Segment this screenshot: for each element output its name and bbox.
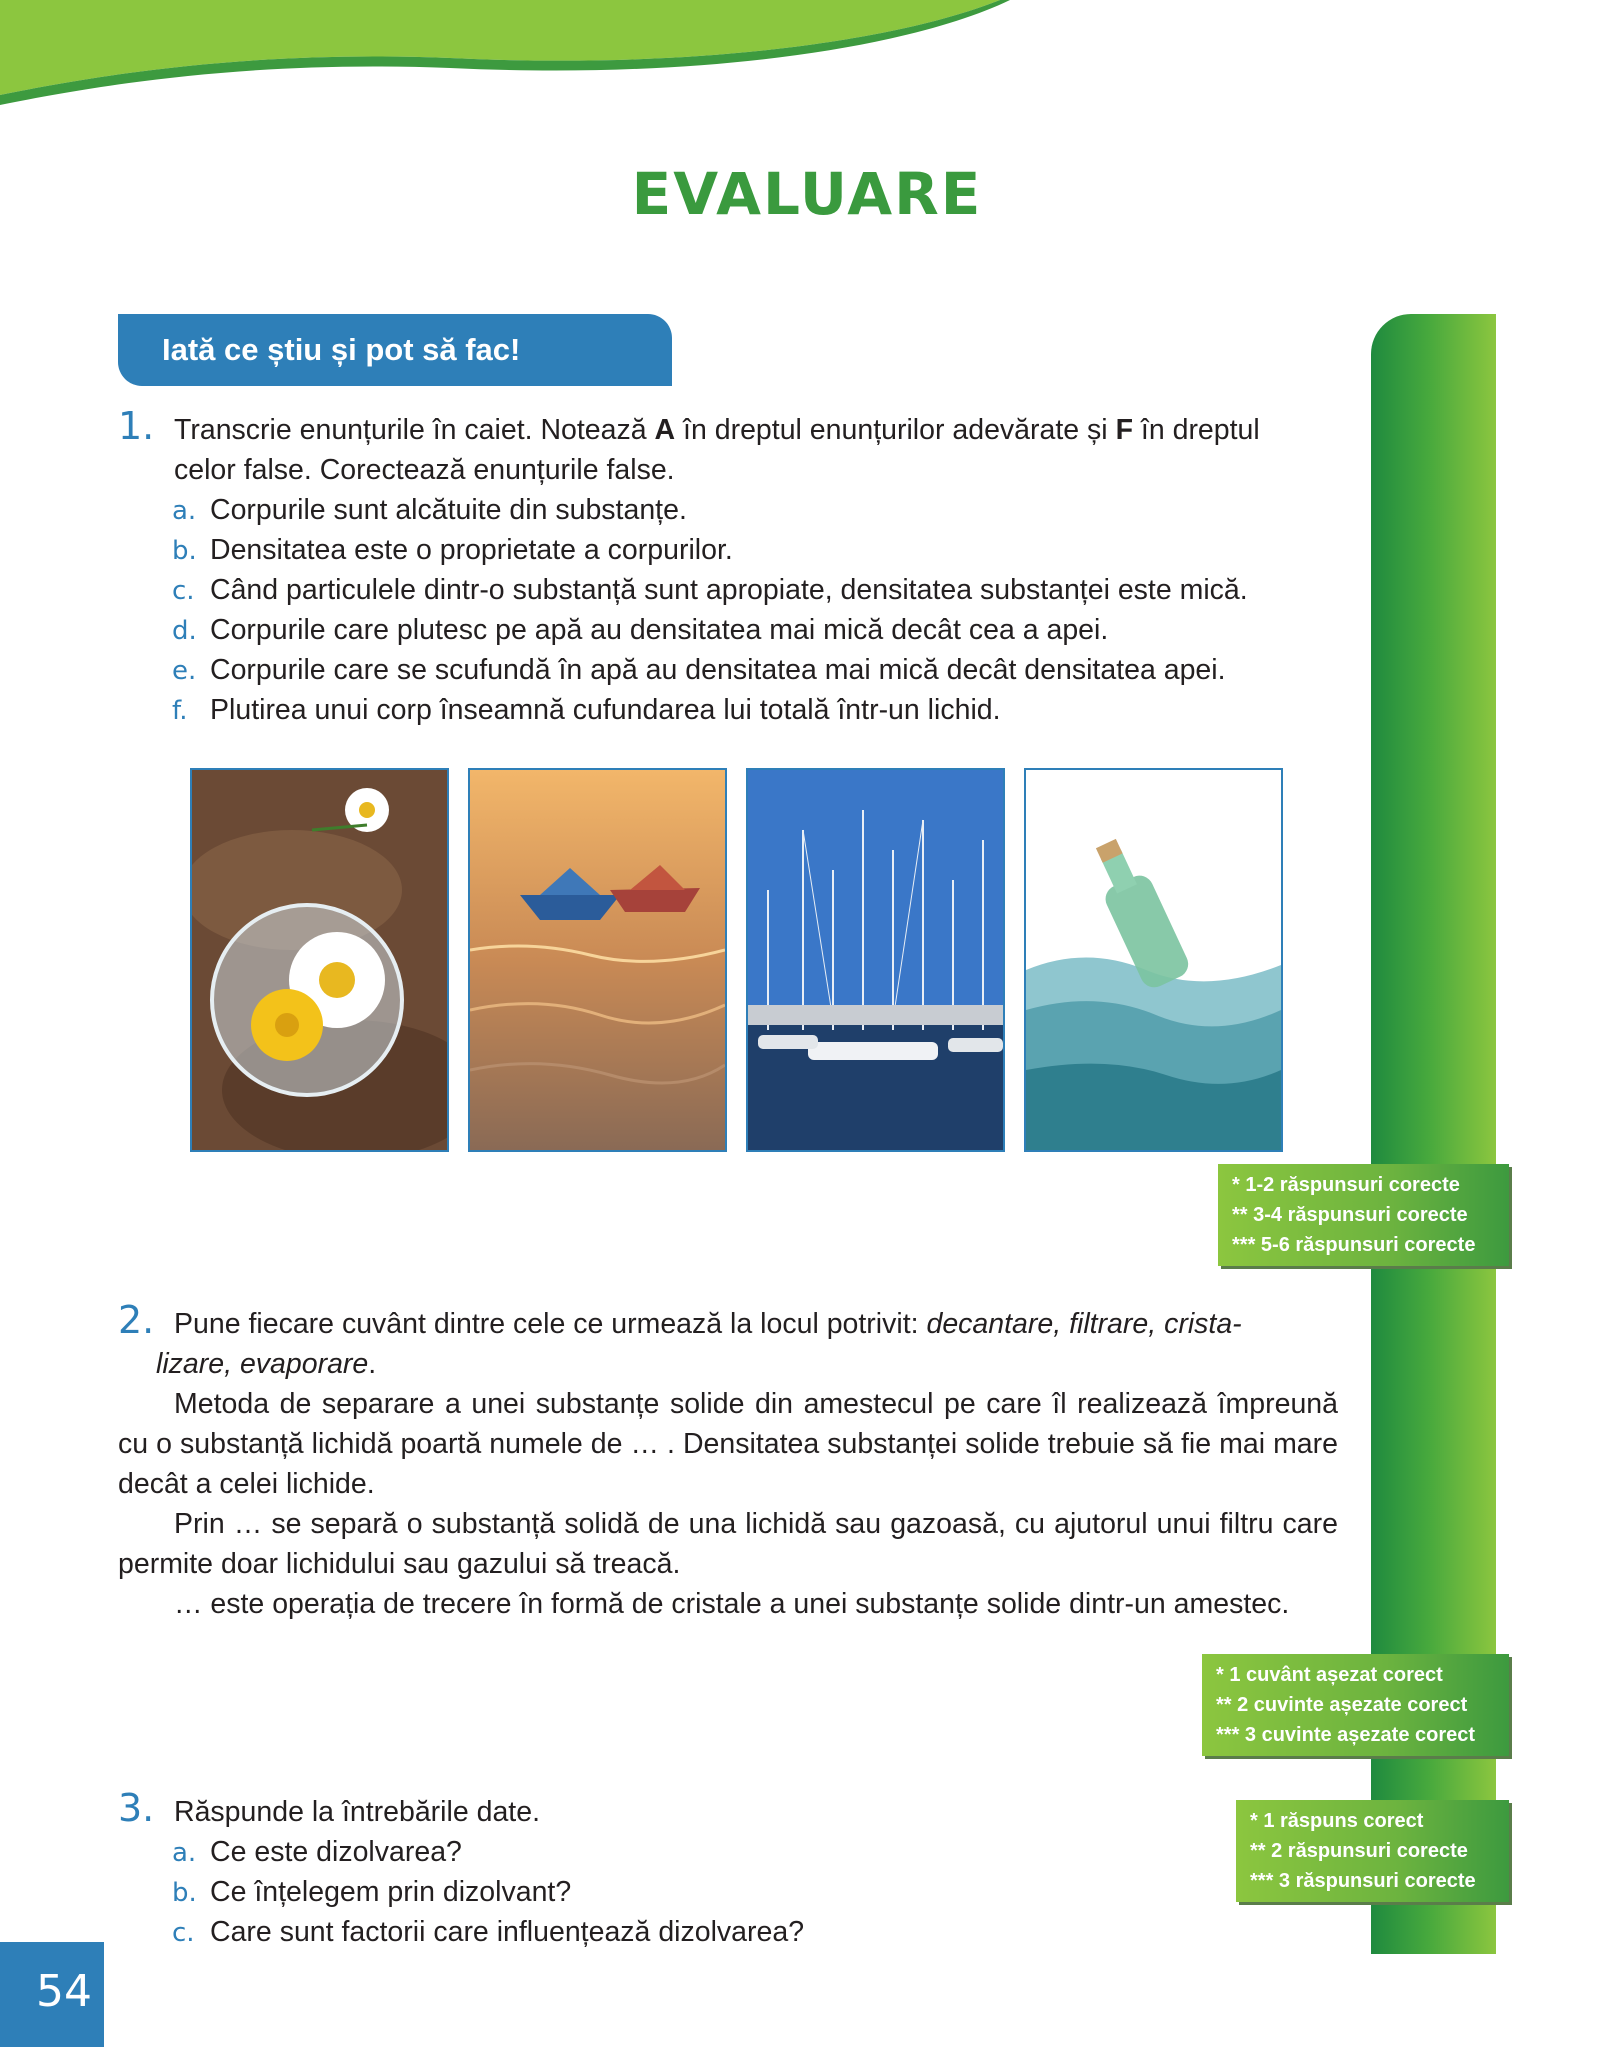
page-number: 54: [36, 1966, 92, 2017]
photo-bottle-in-water: [1024, 768, 1283, 1152]
list-item: a. Ce este dizolvarea?: [172, 1836, 462, 1868]
question-1-number: 1.: [118, 404, 155, 448]
list-item: c. Care sunt factorii care influențează dizolvarea?: [172, 1916, 805, 1948]
question-2-intro: Pune fiecare cuvânt dintre cele ce urmează la locul potrivit: decantare, filtrare, crista-: [174, 1308, 1242, 1340]
list-item: c. Când particulele dintr-o substanță sunt apropiate, densitatea substanței este mică.: [172, 574, 1248, 606]
photo-sailboats-harbor: [746, 768, 1005, 1152]
question-3-intro: Răspunde la întrebările date.: [174, 1796, 540, 1828]
question-3-number: 3.: [118, 1786, 155, 1830]
list-item: b. Densitatea este o proprietate a corpurilor.: [172, 534, 733, 566]
list-item: e. Corpurile care se scufundă în apă au densitatea mai mică decât densitatea apei.: [172, 654, 1226, 686]
section-tab: [118, 314, 672, 386]
top-wave-decoration: [0, 0, 1614, 110]
scoring-badge-q2: * 1 cuvânt așezat corect ** 2 cuvinte așezate corect *** 3 cuvinte așezate corect: [1202, 1654, 1509, 1756]
question-2-paragraph-2: Prin … se separă o substanță solidă de una lichidă sau gazoasă, cu ajutorul unui filtru care permite doar lichidului sau gazului să treacă.: [118, 1508, 1338, 1580]
list-item: a. Corpurile sunt alcătuite din substanțe.: [172, 494, 687, 526]
question-2-paragraph-3: … este operația de trecere în formă de cristale a unei substanțe solide dintr-un amestec.: [174, 1588, 1290, 1620]
question-1-intro: Transcrie enunțurile în caiet. Notează A în dreptul enunțurilor adevărate și F în dreptul: [174, 414, 1260, 446]
scoring-badge-q1: * 1-2 răspunsuri corecte ** 3-4 răspunsuri corecte *** 5-6 răspunsuri corecte: [1218, 1164, 1509, 1266]
question-2-intro-line2: lizare, evaporare.: [156, 1348, 377, 1380]
photo-paper-boats: [468, 768, 727, 1152]
mark-true: A: [654, 414, 676, 446]
page-title: EVALUARE: [631, 160, 983, 228]
question-1-intro-line2: celor false. Corectează enunțurile false.: [174, 454, 675, 486]
page-number-box: [0, 1942, 104, 2047]
list-item: b. Ce înțelegem prin dizolvant?: [172, 1876, 572, 1908]
section-tab-label: Iată ce știu și pot să fac!: [162, 332, 521, 367]
list-item: f. Plutirea unui corp înseamnă cufundarea lui totală într-un lichid.: [172, 694, 1001, 726]
question-2-number: 2.: [118, 1298, 155, 1342]
mark-false: F: [1115, 414, 1133, 446]
list-item: d. Corpurile care plutesc pe apă au densitatea mai mică decât cea a apei.: [172, 614, 1109, 646]
scoring-badge-q3: * 1 răspuns corect ** 2 răspunsuri corecte *** 3 răspunsuri corecte: [1236, 1800, 1509, 1902]
question-2-paragraph-1: Metoda de separare a unei substanțe solide din amestecul pe care îl realizează împreună cu o substanță lichidă poartă numele de … . Densitatea substanței solide trebuie să fie mai mare decât a celei lichide.: [118, 1388, 1338, 1500]
photo-daisies-in-bowl: [190, 768, 449, 1152]
